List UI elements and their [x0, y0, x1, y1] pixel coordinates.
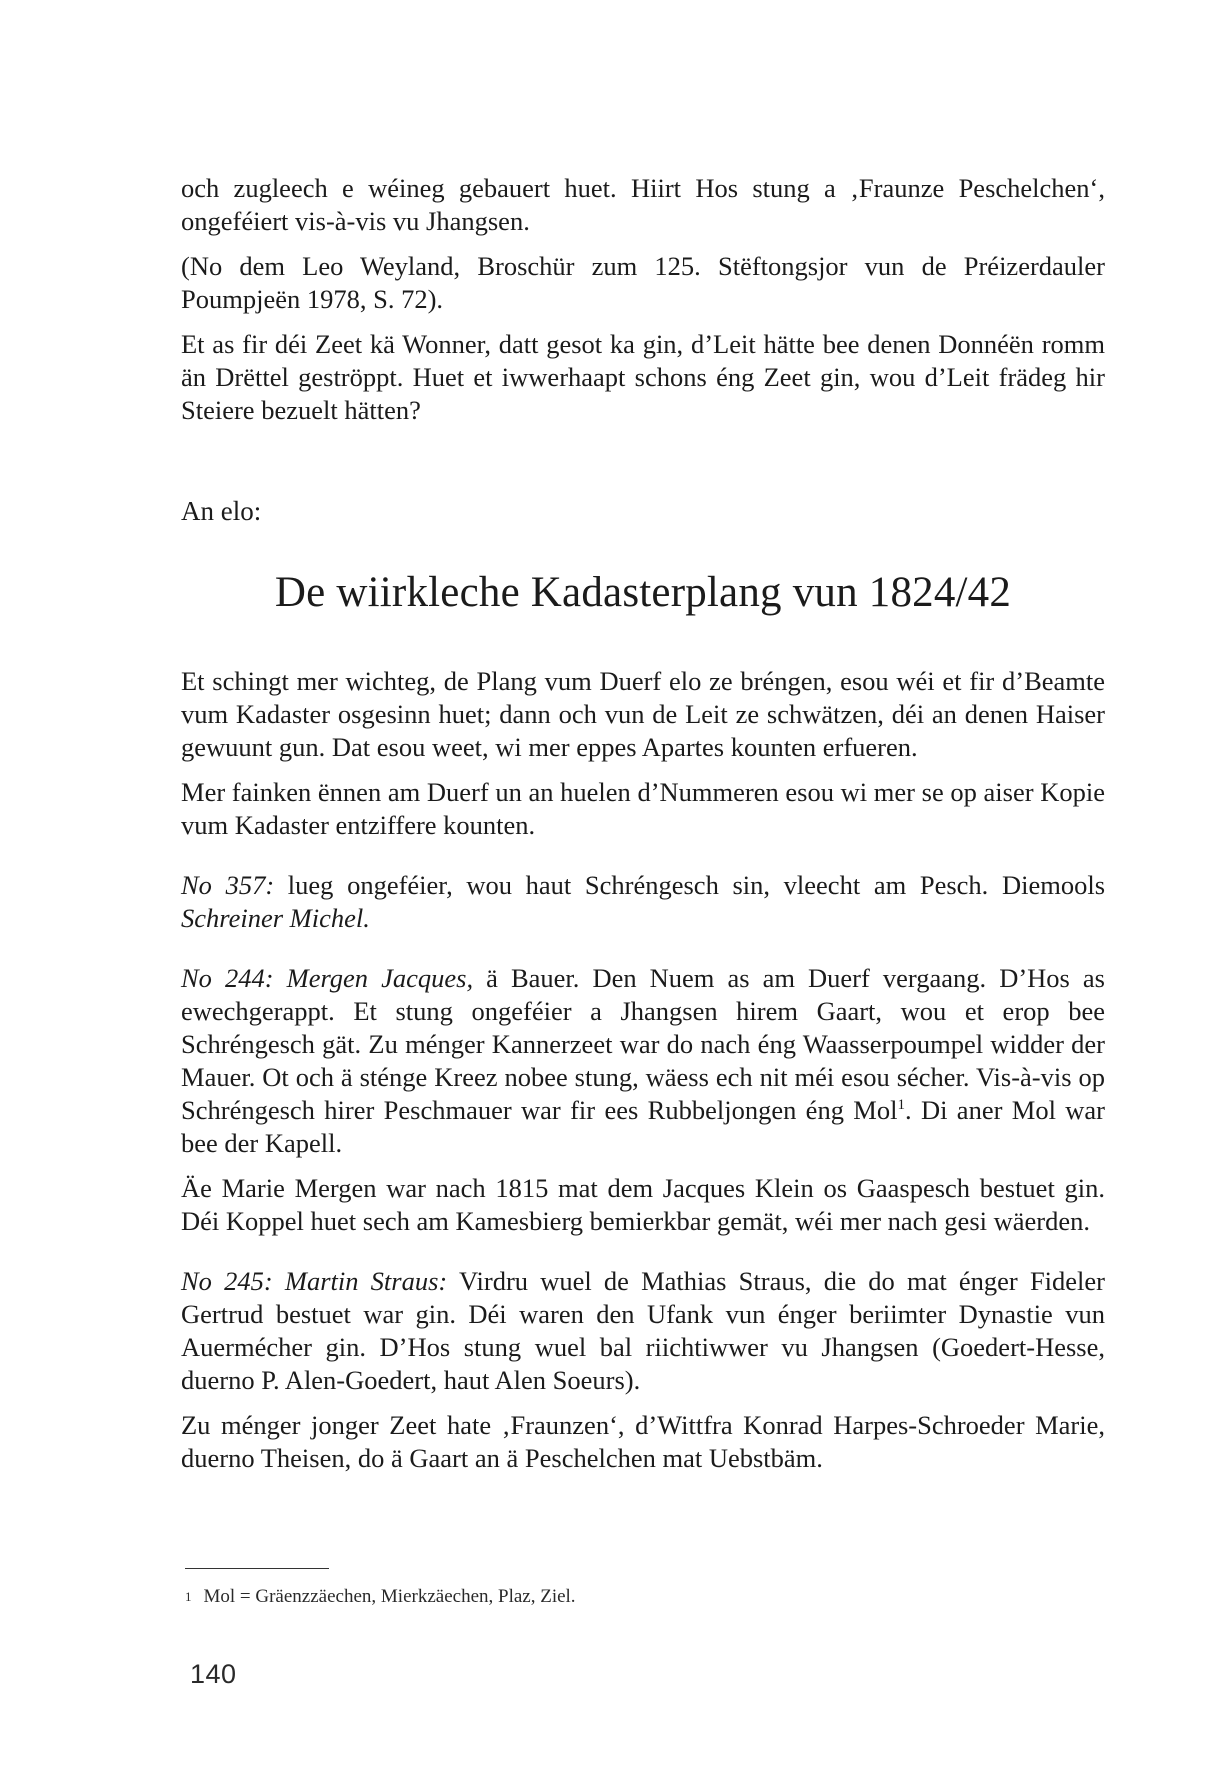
- entry-label: No 357:: [181, 870, 275, 900]
- entry-text: Virdru wuel de Mathias Straus, die do mat énger Fideler Gertrud bestuet war gin. Déi waren den Ufank vun énger beriimter Dynastie vun Auermécher gin. D’Hos stung wuel bal riichtiwwer vu Jhangsen (Goedert-Hesse, duerno P. Alen-Goedert, haut Alen Soeurs).: [181, 1266, 1105, 1395]
- entry-no-245: [181, 1265, 1105, 1397]
- chapter-title: De wiirkleche Kadasterplang vun 1824/42: [274, 569, 1012, 616]
- page-body: [181, 172, 1105, 1475]
- entry-text-continued: . Di aner Mol war bee der Kapell.: [181, 1095, 1106, 1158]
- paragraph-3: Et as fir déi Zeet kä Wonner, datt gesot ka gin, d’Leit hätte bee denen Donnéën romm än Drëttel geströppt. Huet et iwwerhaapt schons éng Zeet gin, wou d’Leit frädeg hir Steiere bezuelt hätten?: [181, 329, 1105, 425]
- footnote: [185, 1585, 576, 1609]
- entry-no-357: [181, 869, 1105, 935]
- entry-name: Schreiner Michel.: [181, 903, 370, 933]
- paragraph-intro-1: Et schingt mer wichteg, de Plang vum Duerf elo ze bréngen, esou wéi et fir d’Beamte vum Kadaster osgesinn huet; dann och vun de Leit ze schwätzen, déi an denen Haiser gewuunt gun. Dat esou weet, wi mer eppes Apartes kounten erfueren.: [181, 666, 1105, 762]
- section-intro: An elo:: [181, 496, 262, 526]
- paragraph-1: och zugleech e wéineg gebauert huet. Hiirt Hos stung a ‚Fraunze Peschelchen‘, ongeféiert vis-à-vis vu Jhangsen.: [181, 173, 1105, 236]
- entry-no-244: [181, 962, 1105, 1160]
- footnote-text: Mol = Gräenzzäechen, Mierkzäechen, Plaz, Ziel.: [203, 1586, 576, 1607]
- entry-text: ä Bauer. Den Nuem as am Duerf vergaang. D’Hos as ewechgerappt. Et stung ongeféier a Jhangsen hirem Gaart, wou et erop bee Schréngesch gät. Zu ménger Kannerzeet war do nach éng Waasserpoumpel widder der Mauer. Ot och ä sténge Kreez nobee stung, wäess ech nit méi esou sécher. Vis-à-vis op Schréngesch hirer Peschmauer war fir ees Rubbeljongen éng Mol: [181, 963, 1105, 1125]
- footnote-reference: 1: [897, 1097, 905, 1114]
- paragraph-intro-2: Mer fainken ënnen am Duerf un an huelen d’Nummeren esou wi mer se op aiser Kopie vum Kadaster entziffere kounten.: [181, 777, 1105, 840]
- footnote-divider: [185, 1568, 329, 1569]
- entry-label: No 245: Martin Straus:: [181, 1266, 448, 1296]
- entry-no-244-paragraph-2: Äe Marie Mergen war nach 1815 mat dem Jacques Klein os Gaaspesch bestuet gin. Déi Koppel huet sech am Kamesbierg bemierkbar gemät, wéi mer nach gesi wäerden.: [181, 1173, 1105, 1236]
- entry-no-245-paragraph-2: Zu ménger jonger Zeet hate ‚Fraunzen‘, d’Wittfra Konrad Harpes-Schroeder Marie, duerno Theisen, do ä Gaart an ä Peschelchen mat Uebstbäm.: [181, 1410, 1105, 1473]
- entry-text: lueg ongeféier, wou haut Schréngesch sin, vleecht am Pesch. Diemools: [274, 870, 1106, 900]
- entry-label: No 244: Mergen Jacques,: [181, 963, 474, 993]
- page-number: 140: [190, 1659, 237, 1689]
- paragraph-source-citation: (No dem Leo Weyland, Broschür zum 125. Stëftongsjor vun de Préizerdauler Poumpjeën 1978, S. 72).: [181, 251, 1105, 314]
- footnote-mark: 1: [185, 1589, 192, 1604]
